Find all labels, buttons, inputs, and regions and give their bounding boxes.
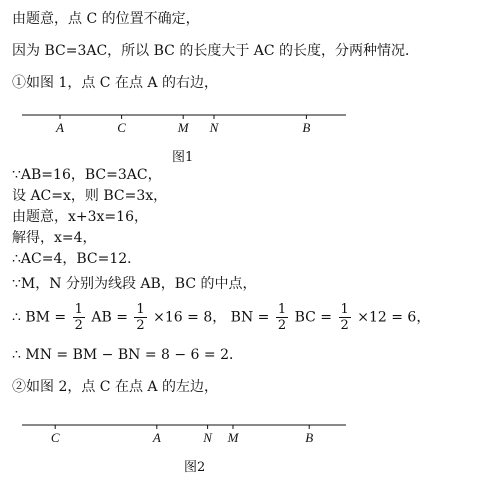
formula-tail-1: ×16 = 8， BN = <box>153 309 270 326</box>
fraction-3-den: 2 <box>277 318 287 333</box>
text-line-6: 由题意，x+3x=16， <box>12 209 148 225</box>
fig1-label-A: A <box>56 120 64 135</box>
fraction-1-den: 2 <box>74 318 83 333</box>
fraction-4-den: 2 <box>340 318 349 333</box>
text-line-5: 设 AC=x，则 BC=3x， <box>12 188 168 204</box>
formula-lead: ∴ BM = <box>12 309 67 326</box>
figure-2-caption: 图2 <box>184 460 206 475</box>
fig2-label-N: N <box>203 430 212 445</box>
fig1-label-M: M <box>177 120 189 135</box>
figure-1-number-line <box>0 106 484 154</box>
fig1-label-N: N <box>209 120 219 135</box>
fraction-4-num: 1 <box>340 302 349 317</box>
fraction-2-num: 1 <box>136 302 145 317</box>
text-line-12: ②如图 2，点 C 在点 A 的左边， <box>12 379 218 395</box>
figure-1-caption: 图1 <box>172 150 194 165</box>
text-line-3: ①如图 1，点 C 在点 A 的右边， <box>12 75 218 91</box>
fraction-1 <box>73 302 85 333</box>
text-line-8: ∴AC=4，BC=12． <box>12 251 142 267</box>
fraction-3-num: 1 <box>277 302 287 317</box>
fraction-1-num: 1 <box>74 302 83 317</box>
text-line-9: ∵M，N 分别为线段 AB，BC 的中点， <box>12 276 257 292</box>
fig2-label-A: A <box>152 430 161 445</box>
fig2-label-C: C <box>50 430 60 445</box>
formula-line <box>12 302 430 333</box>
fig1-label-B: B <box>302 120 311 135</box>
fraction-4 <box>339 302 351 333</box>
text-line-11: ∴ MN = BM − BN = 8 − 6 = 2． <box>12 347 243 363</box>
formula-tail-2: ×12 = 6， <box>357 309 431 326</box>
fig2-label-M: M <box>227 430 239 445</box>
text-line-2: 因为 BC=3AC，所以 BC 的长度大于 AC 的长度，分两种情况． <box>12 43 420 59</box>
text-line-4: ∵AB=16，BC=3AC， <box>12 167 162 183</box>
figure-2-number-line <box>0 416 484 464</box>
formula-mid-2: BC = <box>294 309 333 326</box>
fraction-3 <box>276 302 288 333</box>
text-line-1: 由题意，点 C 的位置不确定， <box>12 11 200 27</box>
fraction-2 <box>134 302 146 333</box>
fig1-label-C: C <box>117 120 126 135</box>
fig2-label-B: B <box>305 430 314 445</box>
formula-mid-1: AB = <box>91 309 128 326</box>
fraction-2-den: 2 <box>136 318 145 333</box>
text-line-7: 解得，x=4， <box>12 230 97 246</box>
